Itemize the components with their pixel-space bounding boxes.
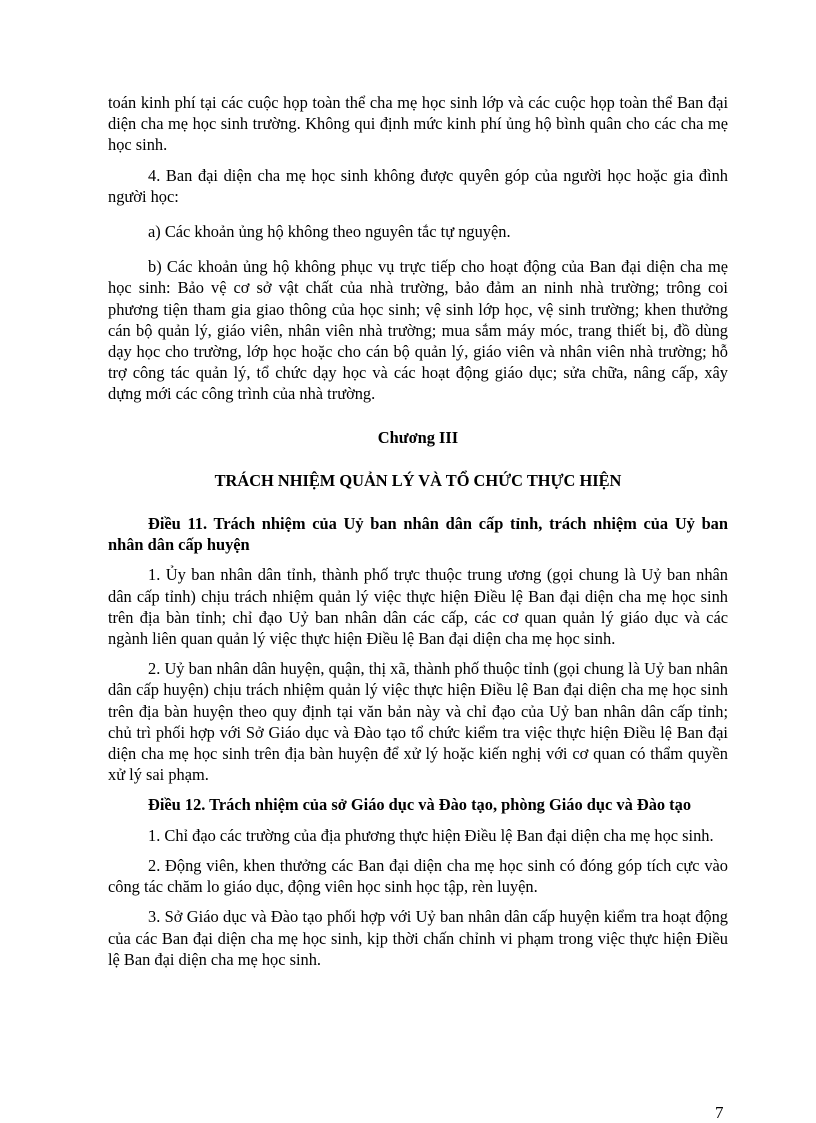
article-11-title: Điều 11. Trách nhiệm của Uỷ ban nhân dân cấp tỉnh, trách nhiệm của Uỷ ban nhân dân cấp huyện [108, 514, 728, 555]
article-12-title: Điều 12. Trách nhiệm của sở Giáo dục và Đào tạo, phòng Giáo dục và Đào tạo [148, 795, 692, 815]
article-12-clause-2: 2. Động viên, khen thưởng các Ban đại diện cha mẹ học sinh có đóng góp tích cực vào công tác chăm lo giáo dục, động viên học sinh học tập, rèn luyện. [108, 855, 728, 897]
document-page [108, 92, 728, 970]
page-number: 7 [715, 1103, 724, 1122]
paragraph-item-a: a) Các khoản ủng hộ không theo nguyên tắc tự nguyện. [148, 222, 511, 242]
paragraph-clause-4: 4. Ban đại diện cha mẹ học sinh không được quyên góp của người học hoặc gia đình người học: [108, 165, 728, 206]
article-12-clause-3: 3. Sở Giáo dục và Đào tạo phối hợp với Uỷ ban nhân dân cấp huyện kiểm tra hoạt động của các Ban đại diện cha mẹ học sinh, kịp thời chấn chỉnh vi phạm trong việc thực hiện Điều lệ Ban đại diện cha mẹ học sinh. [108, 907, 728, 969]
chapter-number: Chương III [377, 427, 459, 447]
chapter-title: TRÁCH NHIỆM QUẢN LÝ VÀ TỔ CHỨC THỰC HIỆN [214, 470, 622, 490]
paragraph-funding-continuation: toán kinh phí tại các cuộc họp toàn thể cha mẹ học sinh lớp và các cuộc họp toàn thể Ban đại diện cha mẹ học sinh trường. Không qui định mức kinh phí ủng hộ bình quân cho các cha mẹ học sinh. [108, 93, 728, 155]
article-11-clause-1: 1. Ủy ban nhân dân tỉnh, thành phố trực thuộc trung ương (gọi chung là Uỷ ban nhân dân cấp tỉnh) chịu trách nhiệm quản lý việc thực hiện Điều lệ Ban đại diện cha mẹ học sinh trên địa bàn tỉnh; chỉ đạo Uỷ ban nhân dân các cấp, các cơ quan quản lý giáo dục và các ngành liên quan quản lý việc thực hiện Điều lệ Ban đại diện cha mẹ học sinh. [108, 565, 728, 649]
article-11-clause-2: 2. Uỷ ban nhân dân huyện, quận, thị xã, thành phố thuộc tỉnh (gọi chung là Uỷ ban nhân dân cấp huyện) chịu trách nhiệm quản lý việc thực hiện Điều lệ Ban đại diện cha mẹ học sinh trên địa bàn huyện theo quy định tại văn bản này và chỉ đạo của Uỷ ban nhân dân cấp tỉnh; chủ trì phối hợp với Sở Giáo dục và Đào tạo tổ chức kiểm tra việc thực hiện Điều lệ Ban đại diện cha mẹ học sinh trên địa bàn huyện để xử lý hoặc kiến nghị với cơ quan có thẩm quyền xử lý sai phạm. [108, 659, 728, 785]
article-12-clause-1: 1. Chỉ đạo các trường của địa phương thực hiện Điều lệ Ban đại diện cha mẹ học sinh. [148, 825, 714, 845]
paragraph-item-b: b) Các khoản ủng hộ không phục vụ trực tiếp cho hoạt động của Ban đại diện cha mẹ học sinh: Bảo vệ cơ sở vật chất của nhà trường, bảo đảm an ninh nhà trường; trông coi phương tiện tham gia giao thông của học sinh; vệ sinh lớp học, vệ sinh trường; khen thưởng cán bộ quản lý, giáo viên, nhân viên nhà trường; mua sắm máy móc, trang thiết bị, đồ dùng dạy học cho trường, lớp học hoặc cho cán bộ quản lý, giáo viên và nhân viên nhà trường; hỗ trợ công tác quản lý, tổ chức dạy học và các hoạt động giáo dục; sửa chữa, nâng cấp, xây dựng mới các công trình của nhà trường. [108, 257, 728, 404]
